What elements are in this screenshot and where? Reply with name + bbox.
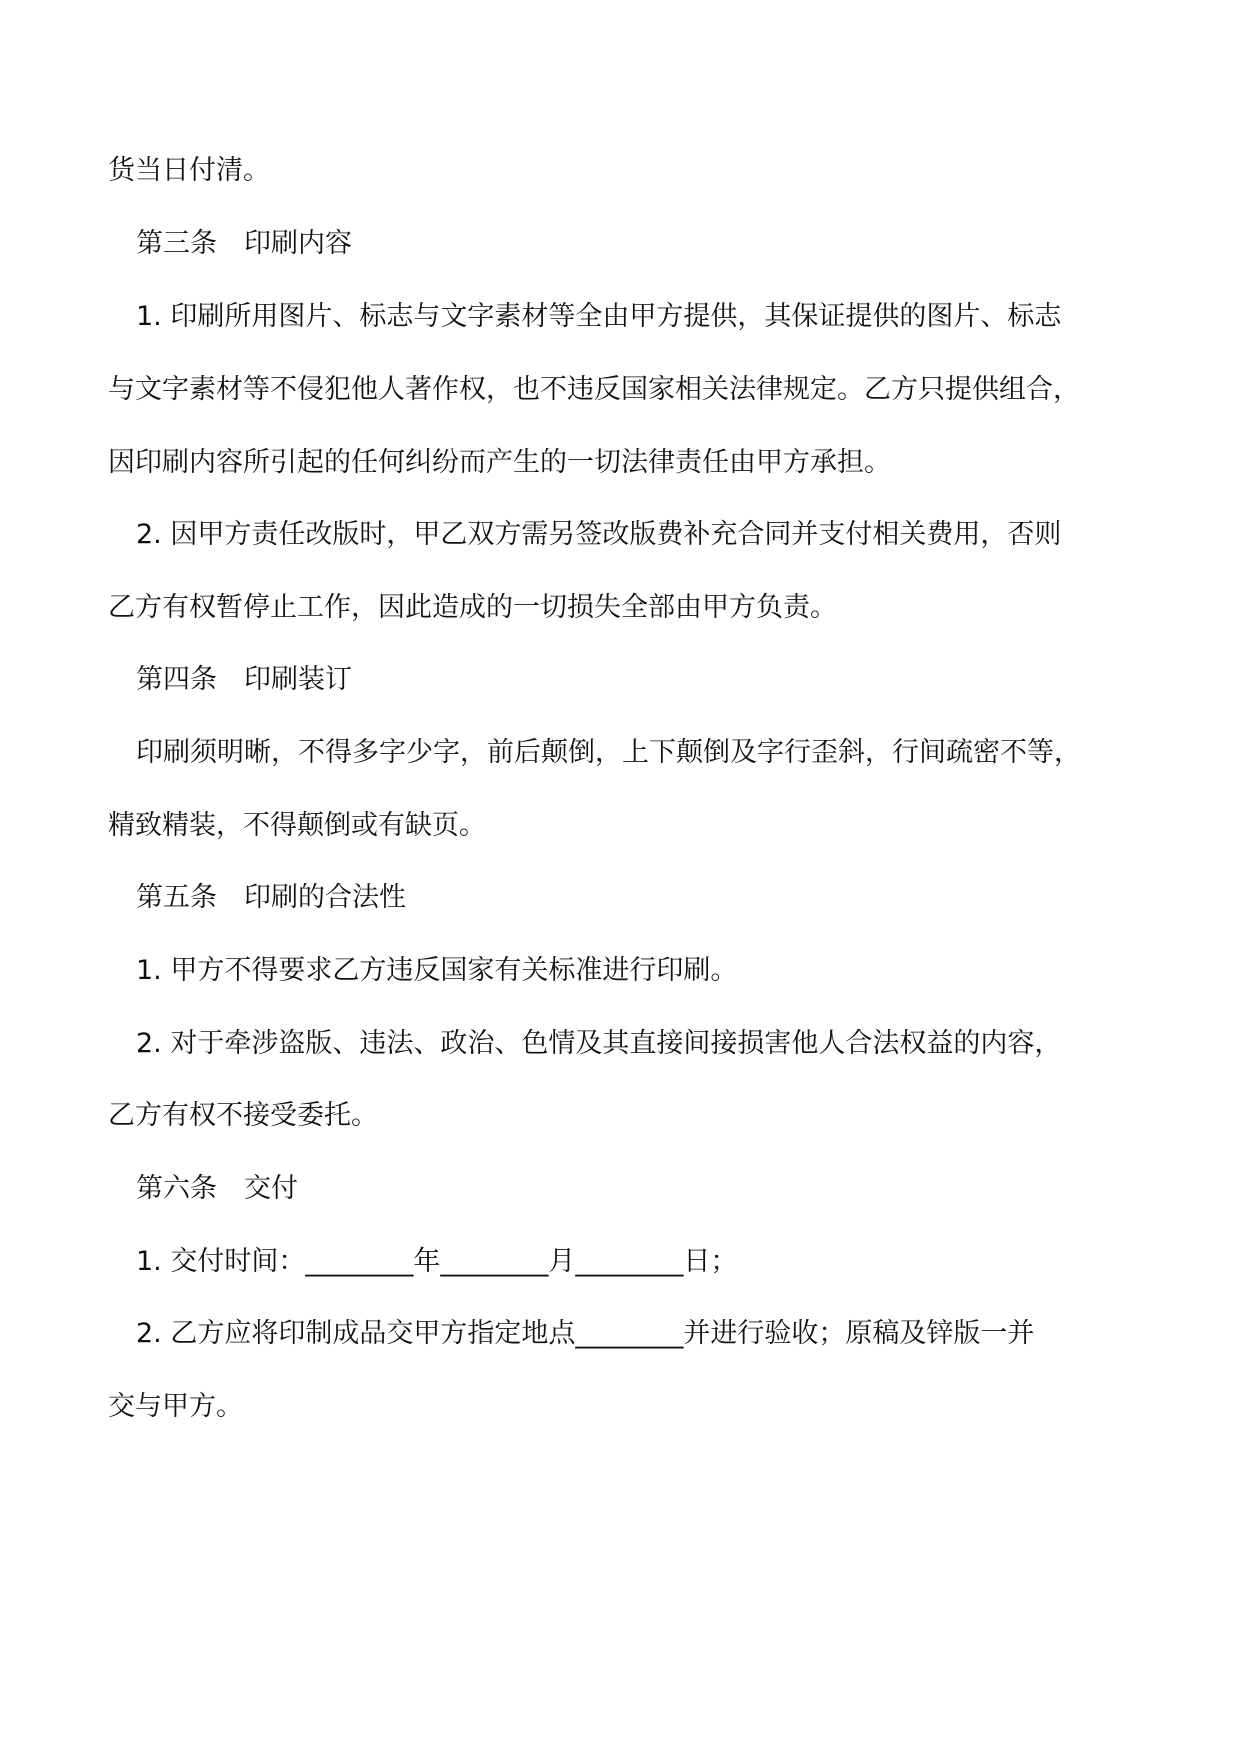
article-3-item-2-line-1: 2. 因甲方责任改版时，甲乙双方需另签改版费补充合同并支付相关费用，否则 bbox=[136, 519, 1062, 550]
article-4-text-line-2: 精致精装，不得颠倒或有缺页。 bbox=[108, 810, 486, 841]
article-5-item-2-line-2: 乙方有权不接受委托。 bbox=[108, 1100, 378, 1131]
article-6-item-1: 1. 交付时间：________年________月________日； bbox=[136, 1246, 738, 1277]
article-6-item-2-line-2: 交与甲方。 bbox=[108, 1391, 243, 1422]
article-heading-5: 第五条 印刷的合法性 bbox=[136, 882, 406, 913]
article-3-item-1-line-3: 因印刷内容所引起的任何纠纷而产生的一切法律责任由甲方承担。 bbox=[108, 447, 891, 478]
article-5-item-1: 1. 甲方不得要求乙方违反国家有关标准进行印刷。 bbox=[136, 955, 738, 986]
article-heading-6: 第六条 交付 bbox=[136, 1173, 298, 1204]
article-6-item-2-line-1: 2. 乙方应将印制成品交甲方指定地点________并进行验收；原稿及锌版一并 bbox=[136, 1318, 1035, 1349]
article-4-text-line-1: 印刷须明晰，不得多字少字，前后颠倒，上下颠倒及字行歪斜，行间疏密不等， bbox=[136, 737, 1081, 768]
article-3-item-2-line-2: 乙方有权暂停止工作，因此造成的一切损失全部由甲方负责。 bbox=[108, 592, 837, 623]
article-3-item-1-line-2: 与文字素材等不侵犯他人著作权，也不违反国家相关法律规定。乙方只提供组合， bbox=[108, 374, 1080, 405]
article-5-item-2-line-1: 2. 对于牵涉盗版、违法、政治、色情及其直接间接损害他人合法权益的内容， bbox=[136, 1028, 1062, 1059]
paragraph-line-continuation: 货当日付清。 bbox=[108, 155, 270, 186]
article-heading-4: 第四条 印刷装订 bbox=[136, 664, 352, 695]
article-3-item-1-line-1: 1. 印刷所用图片、标志与文字素材等全由甲方提供，其保证提供的图片、标志 bbox=[136, 301, 1062, 332]
article-heading-3: 第三条 印刷内容 bbox=[136, 228, 352, 259]
